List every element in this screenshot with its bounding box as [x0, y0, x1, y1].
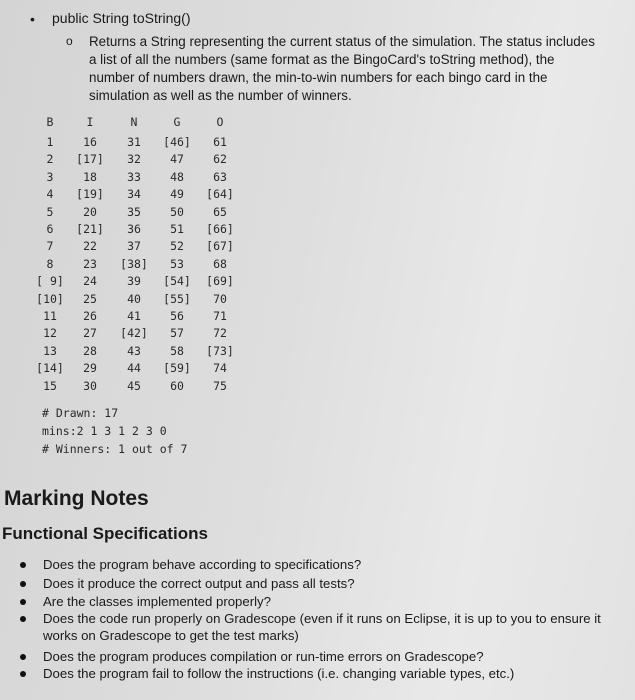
functional-specs-heading: Functional Specifications [2, 524, 208, 543]
bingo-cell: 30 [83, 378, 97, 393]
bingo-cell: 48 [170, 169, 184, 184]
bingo-cell: 44 [127, 361, 141, 376]
list-bullet [20, 581, 26, 587]
bingo-cell: 22 [83, 239, 97, 254]
bingo-cell: 5 [46, 204, 54, 219]
bingo-output [36, 115, 270, 415]
bingo-cell: [69] [206, 274, 234, 289]
bingo-cell: 56 [170, 309, 184, 323]
bingo-cell: 27 [83, 326, 97, 341]
bingo-cell: 23 [83, 256, 97, 271]
bingo-cell: 70 [213, 291, 227, 306]
bingo-cell: 6 [46, 222, 54, 236]
bingo-cell: 11 [43, 309, 57, 323]
column-header: I [86, 115, 94, 129]
column-header: B [46, 115, 54, 129]
bingo-cell: 40 [127, 291, 141, 306]
bingo-cell: 8 [46, 256, 54, 271]
list-bullet [20, 616, 26, 622]
bingo-cell: 43 [127, 343, 141, 358]
bingo-cell: [46] [163, 135, 191, 149]
bingo-cell: 58 [170, 343, 184, 358]
bingo-cell: 26 [83, 309, 97, 323]
bingo-cell: 65 [213, 204, 227, 219]
bingo-cell: 16 [83, 135, 97, 149]
bingo-cell: 61 [213, 135, 227, 149]
marking-item: Does the program fail to follow the instructions (i.e. changing variable types, etc.) [43, 666, 515, 681]
bingo-cell: 25 [83, 291, 97, 306]
bingo-cell: 50 [170, 204, 184, 219]
bingo-cell: [73] [206, 343, 234, 358]
bingo-cell: [17] [76, 152, 104, 167]
bingo-cell: 7 [46, 239, 54, 254]
bingo-cell: 28 [83, 343, 97, 358]
bingo-cell: 3 [46, 169, 54, 184]
bingo-cell: [21] [76, 222, 104, 236]
bingo-cell: 68 [213, 256, 227, 271]
bingo-cell: [42] [120, 326, 148, 341]
bingo-cell: 47 [170, 152, 184, 167]
bingo-cell: [14] [36, 361, 64, 376]
bingo-cell: [10] [36, 291, 64, 306]
bingo-cell: [66] [206, 222, 234, 236]
bingo-cell: 71 [213, 309, 227, 323]
bingo-cell: 33 [127, 169, 141, 184]
bingo-cell: [38] [120, 256, 148, 271]
drawn-line: # Drawn: 17 [42, 406, 119, 420]
bingo-cell: 52 [170, 239, 184, 254]
bingo-cell: 49 [170, 187, 184, 202]
bingo-cell: 35 [127, 204, 141, 219]
bingo-cell: 15 [43, 378, 57, 393]
marking-item: Does it produce the correct output and pass all tests? [43, 576, 355, 591]
bingo-cell: 72 [213, 326, 227, 341]
marking-item: Does the program produces compilation or run-time errors on Gradescope? [43, 649, 484, 664]
bingo-cell: 29 [83, 361, 97, 376]
list-bullet [20, 562, 26, 568]
bingo-cell: [19] [76, 187, 104, 202]
bingo-cell: [54] [163, 274, 191, 289]
mins-line: mins:2 1 3 1 2 3 0 [42, 424, 167, 438]
column-header: O [216, 115, 224, 129]
winners-line: # Winners: 1 out of 7 [42, 442, 188, 456]
bingo-cell: 1 [46, 135, 54, 149]
bingo-cell: 74 [213, 361, 227, 376]
marking-item: Does the code run properly on Gradescope (even if it runs on Eclipse, it is up to you to ensure it works on Gradescope to get the test marks) [43, 611, 601, 643]
bingo-cell: [64] [206, 187, 234, 202]
bingo-cell: 34 [127, 187, 141, 202]
bingo-cell: [59] [163, 361, 191, 376]
bingo-cell: 37 [127, 239, 141, 254]
bingo-cell: 20 [83, 204, 97, 219]
bingo-cell: 18 [83, 169, 97, 184]
bingo-cell: 75 [213, 378, 227, 393]
bingo-cell: 2 [46, 152, 54, 167]
bullet-dot: • [30, 11, 35, 27]
method-description: Returns a String representing the current status of the simulation. The status includes a list of all the numbers (same format as the BingoCard's toString method), the number of numbers drawn, the min-to-win numbers for each bingo card in the simulation as well as the number of winners. [89, 34, 595, 103]
bingo-cell: 51 [170, 222, 184, 236]
bingo-cell: [55] [163, 291, 191, 306]
bingo-cell: 39 [127, 274, 141, 289]
bingo-cell: 57 [170, 326, 184, 341]
bingo-cell: [67] [206, 239, 234, 254]
bingo-cell: 24 [83, 274, 97, 289]
marking-notes-heading: Marking Notes [4, 487, 149, 510]
bingo-cell: 45 [127, 378, 141, 393]
bingo-cell: 13 [43, 343, 57, 358]
list-bullet [20, 671, 26, 677]
bingo-cell: 53 [170, 256, 184, 271]
bingo-cell: 31 [127, 135, 141, 149]
marking-item: Are the classes implemented properly? [43, 594, 271, 609]
marking-item: Does the program behave according to specifications? [43, 557, 362, 572]
bingo-cell: 63 [213, 169, 227, 184]
bingo-cell: 4 [46, 187, 54, 202]
bingo-cell: 41 [127, 309, 141, 323]
method-signature: public String toString() [52, 10, 191, 26]
list-bullet [20, 654, 26, 660]
bingo-cell: 32 [127, 152, 141, 167]
column-header: N [130, 115, 138, 129]
bingo-cell: [ 9] [36, 274, 64, 289]
column-header: G [173, 115, 181, 129]
bingo-cell: 60 [170, 378, 184, 393]
sub-bullet-circle: o [66, 34, 73, 48]
bingo-cell: 36 [127, 222, 141, 236]
bingo-cell: 12 [43, 326, 57, 341]
bingo-cell: 62 [213, 152, 227, 167]
list-bullet [20, 599, 26, 605]
